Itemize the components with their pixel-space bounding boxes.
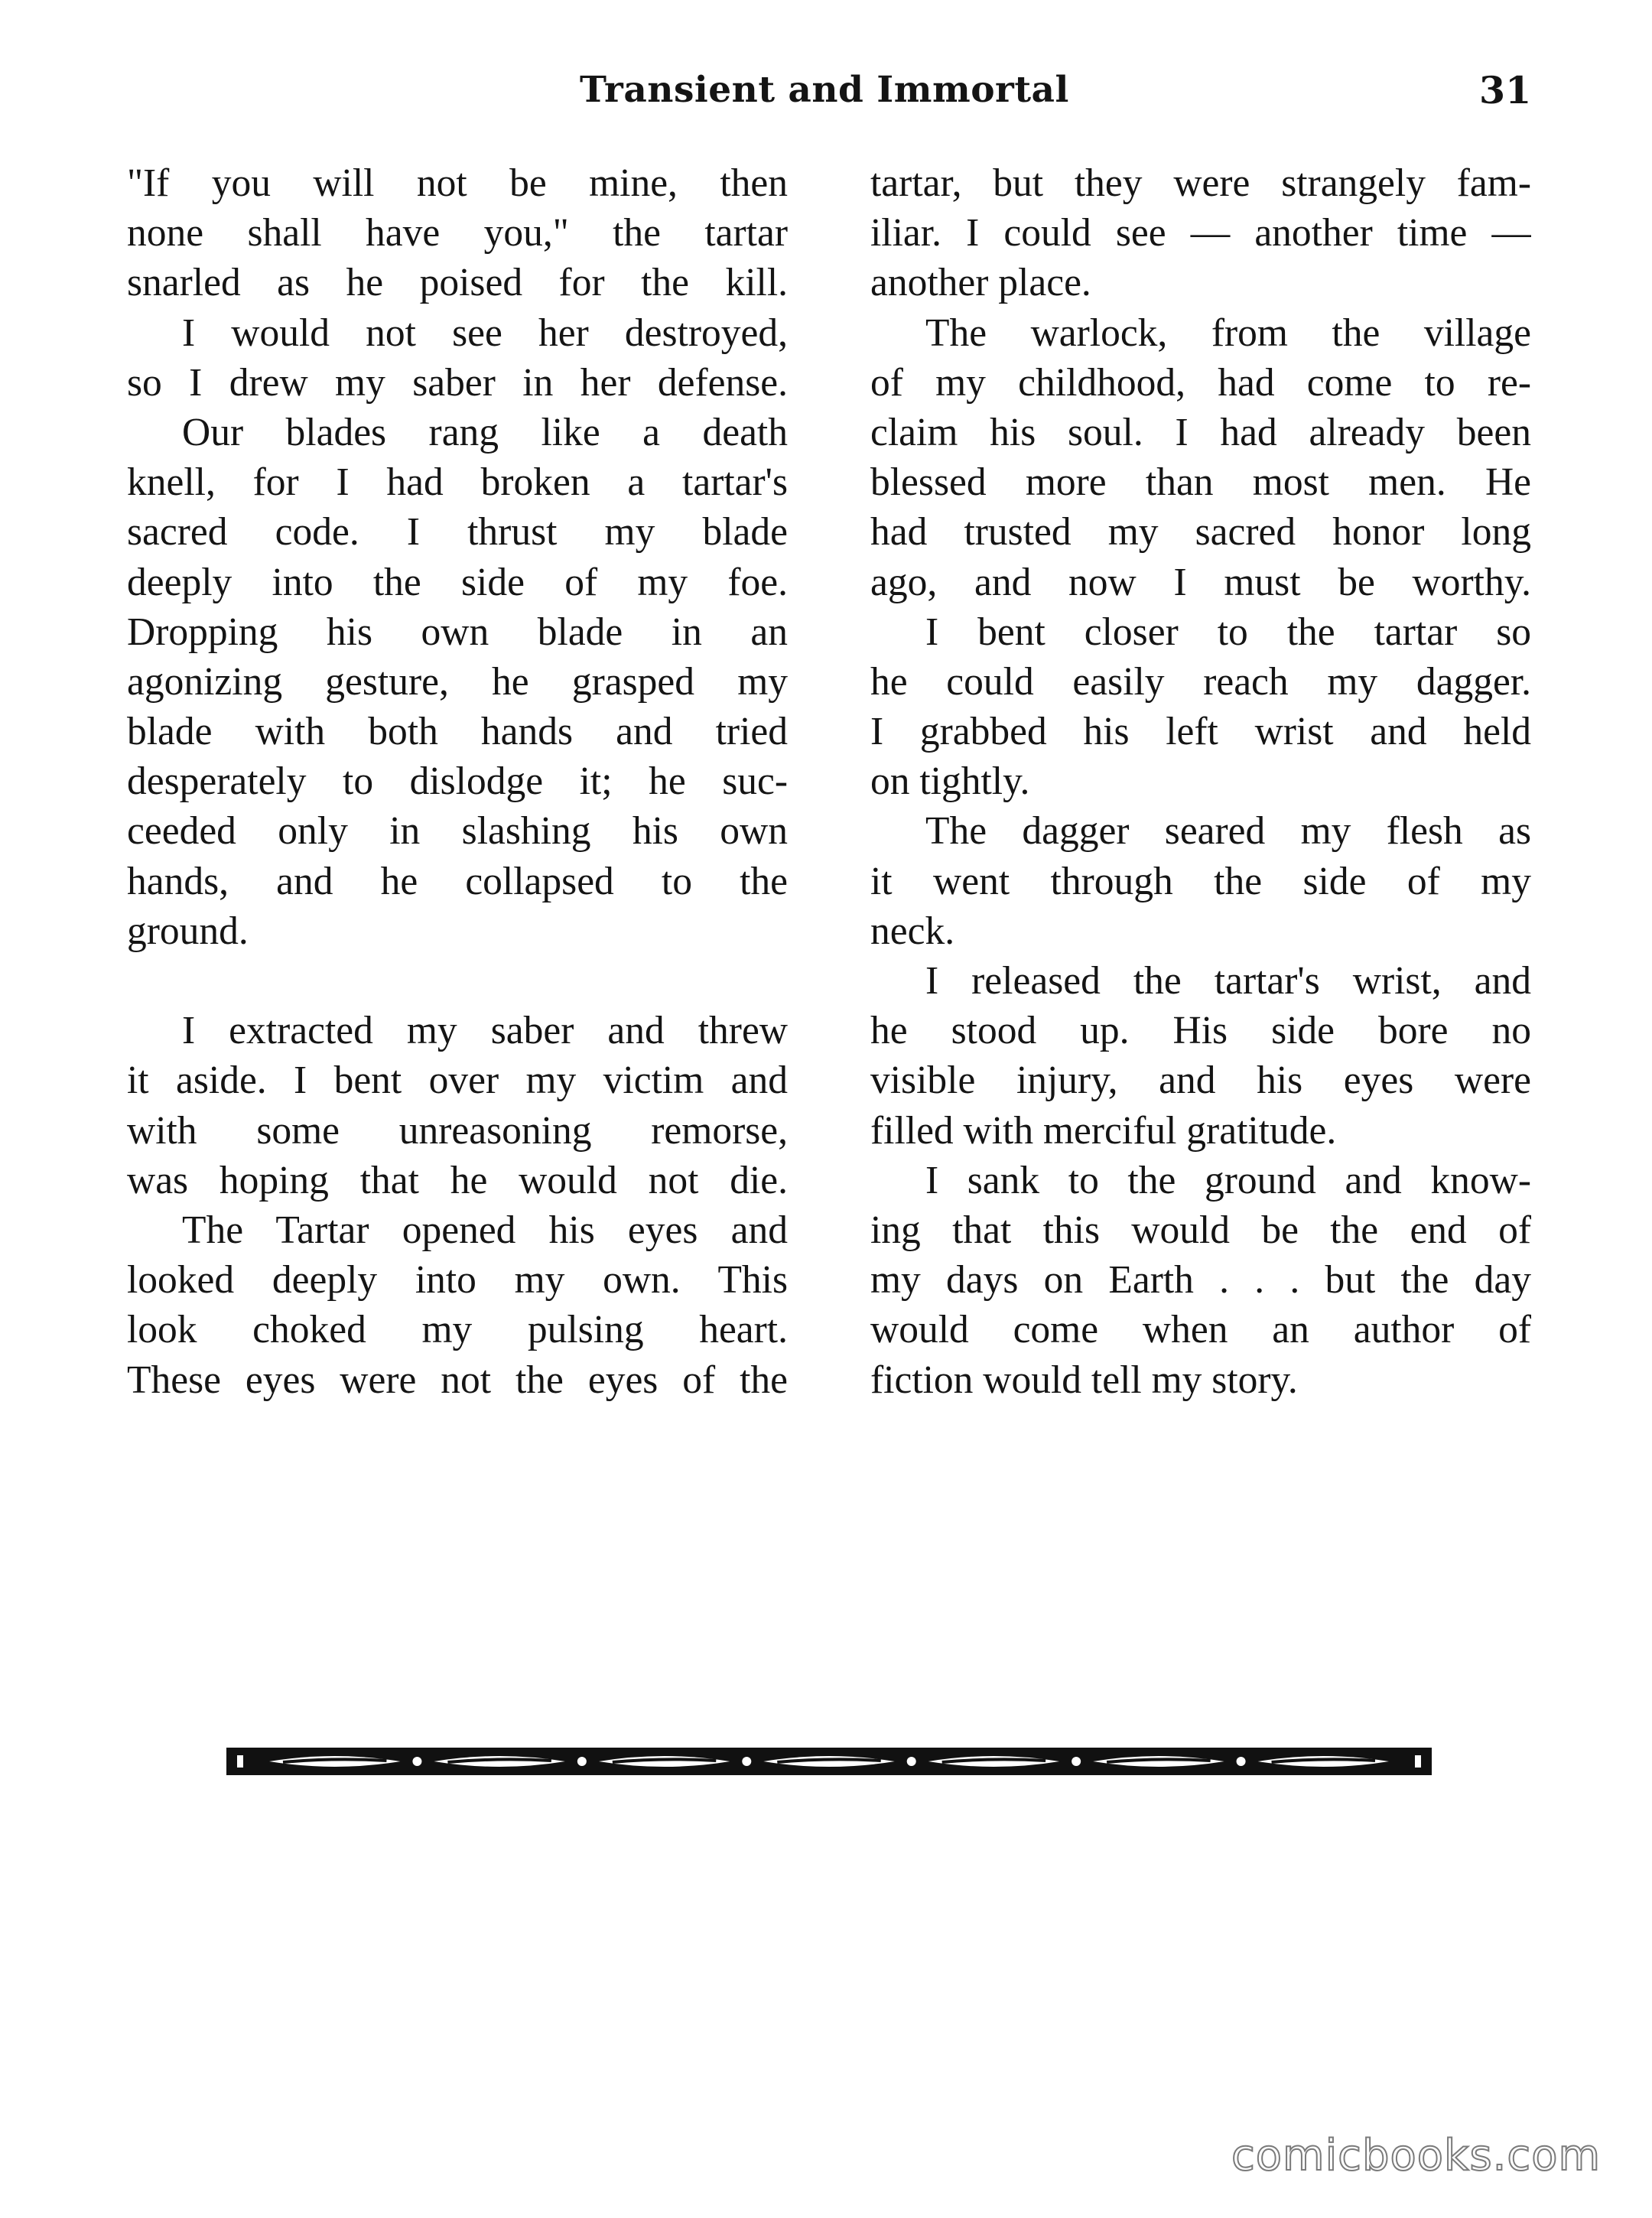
text-line: agonizing gesture, he grasped my bbox=[127, 659, 788, 704]
text-line: another place. bbox=[870, 261, 1091, 305]
text-line: Our blades rang like a death bbox=[182, 410, 788, 454]
text-line: tartar, but they were strangely fam- bbox=[870, 161, 1531, 205]
page-number: 31 bbox=[1479, 68, 1532, 112]
text-line: knell, for I had broken a tartar's bbox=[127, 460, 788, 505]
text-line: filled with merciful gratitude. bbox=[870, 1108, 1337, 1153]
text-line: blade with both hands and tried bbox=[127, 710, 788, 754]
text-line: none shall have you," the tartar bbox=[127, 211, 788, 255]
text-line: desperately to dislodge it; he suc- bbox=[127, 759, 788, 804]
text-line: looked deeply into my own. This bbox=[127, 1258, 788, 1303]
text-line: it aside. I bent over my victim and bbox=[127, 1059, 788, 1103]
text-line: ground. bbox=[127, 909, 249, 953]
text-line: was hoping that he would not die. bbox=[127, 1158, 788, 1202]
chain-divider-ornament-icon bbox=[226, 1748, 1432, 1775]
text-line: These eyes were not the eyes of the bbox=[127, 1358, 788, 1402]
text-line: ing that this would be the end of bbox=[870, 1208, 1531, 1252]
text-line: so I drew my saber in her defense. bbox=[127, 360, 788, 405]
text-line: The dagger seared my flesh as bbox=[925, 809, 1531, 854]
text-line: I would not see her destroyed, bbox=[182, 311, 788, 355]
text-line: Dropping his own blade in an bbox=[127, 610, 788, 654]
text-line: I released the tartar's wrist, and bbox=[925, 959, 1531, 1003]
text-line: sacred code. I thrust my blade bbox=[127, 510, 788, 554]
text-line: I sank to the ground and know- bbox=[925, 1158, 1531, 1202]
text-line: I bent closer to the tartar so bbox=[925, 610, 1531, 654]
text-line: he could easily reach my dagger. bbox=[870, 659, 1531, 704]
text-line: The Tartar opened his eyes and bbox=[182, 1208, 788, 1252]
text-line: look choked my pulsing heart. bbox=[127, 1308, 788, 1352]
text-line: iliar. I could see — another time — bbox=[870, 211, 1531, 255]
text-line: The warlock, from the village bbox=[925, 311, 1531, 355]
text-line: "If you will not be mine, then bbox=[127, 161, 788, 205]
text-line: of my childhood, had come to re- bbox=[870, 360, 1531, 405]
text-line: snarled as he poised for the kill. bbox=[127, 261, 788, 305]
text-line: claim his soul. I had already been bbox=[870, 410, 1531, 454]
text-column-right bbox=[870, 158, 1531, 1405]
text-line: hands, and he collapsed to the bbox=[127, 859, 788, 903]
running-title: Transient and Immortal bbox=[580, 69, 1069, 111]
text-line: I extracted my saber and threw bbox=[182, 1009, 788, 1053]
text-line: neck. bbox=[870, 909, 955, 953]
text-line: fiction would tell my story. bbox=[870, 1358, 1298, 1402]
text-line: on tightly. bbox=[870, 759, 1030, 804]
text-line: it went through the side of my bbox=[870, 859, 1531, 903]
text-line: visible injury, and his eyes were bbox=[870, 1059, 1531, 1103]
text-line: blessed more than most men. He bbox=[870, 460, 1531, 505]
watermark: comicbooks.com bbox=[1231, 2131, 1602, 2181]
paragraph-gap bbox=[127, 956, 788, 1006]
text-line: ago, and now I must be worthy. bbox=[870, 560, 1531, 604]
text-line: with some unreasoning remorse, bbox=[127, 1108, 788, 1153]
text-line: had trusted my sacred honor long bbox=[870, 510, 1531, 554]
text-line: he stood up. His side bore no bbox=[870, 1009, 1531, 1053]
text-column-left bbox=[127, 158, 788, 1405]
text-line: my days on Earth . . . but the day bbox=[870, 1258, 1531, 1303]
running-header bbox=[0, 67, 1652, 113]
text-line: I grabbed his left wrist and held bbox=[870, 710, 1531, 754]
text-line: would come when an author of bbox=[870, 1308, 1531, 1352]
text-line: ceeded only in slashing his own bbox=[127, 809, 788, 854]
text-line: deeply into the side of my foe. bbox=[127, 560, 788, 604]
